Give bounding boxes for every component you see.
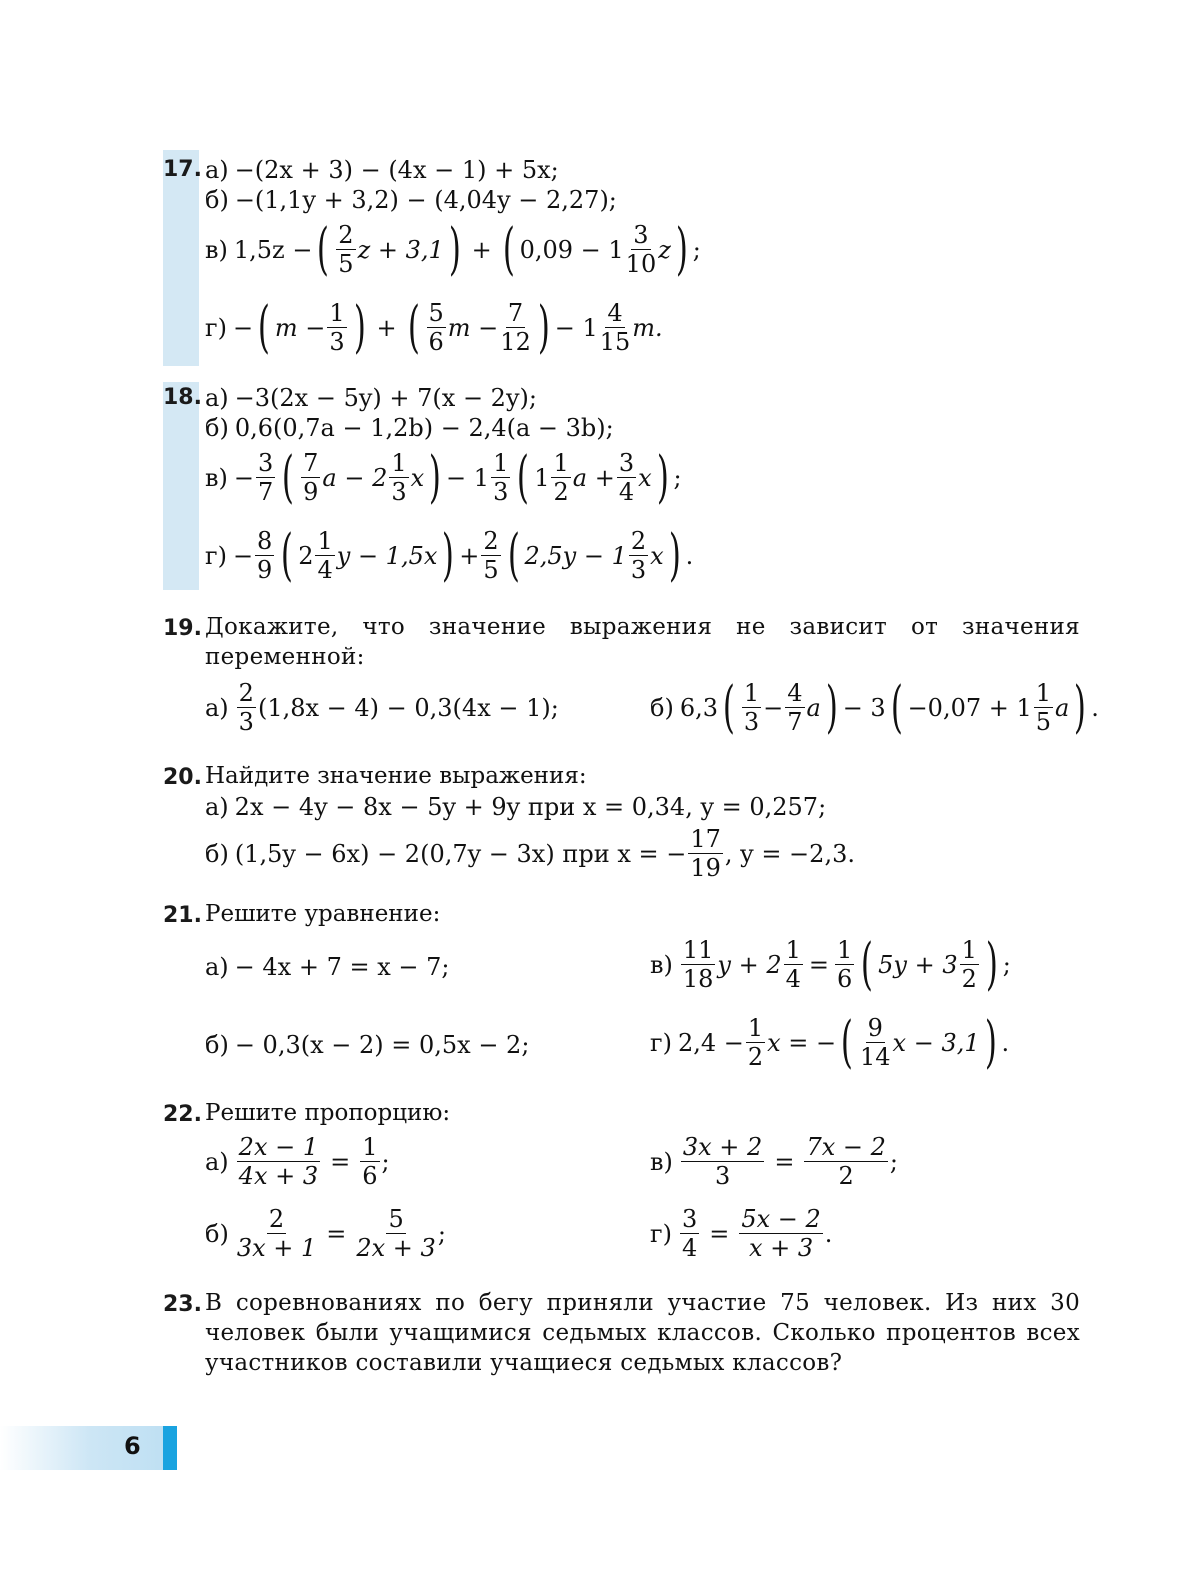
ex21-a-expr: − 4x + 7 = x − 7; bbox=[234, 953, 450, 981]
ex22-g: г) $\frac{3}{4}$ = $\frac{5x - 2}{x + 3}$ . bbox=[650, 1204, 833, 1262]
fraction: $\frac{2}{3x + 1}$ bbox=[236, 1204, 317, 1262]
bracket: ) bbox=[675, 216, 688, 282]
fraction: 1 3 bbox=[493, 448, 509, 506]
fraction: 1 3 bbox=[743, 678, 760, 736]
ex20-a-expr: 2x − 4y − 8x − 5y + 9y при x = 0,34, y = 0,257; bbox=[234, 793, 827, 821]
exercise-23-number: 23. bbox=[163, 1292, 202, 1317]
ex17-g-label: г) bbox=[205, 314, 227, 342]
ex17-b-label: б) bbox=[205, 186, 229, 214]
ex21-g: г) 2,4 − $\frac{1}{2}$ x = − ( 9 14 x − 3,1 ) . bbox=[650, 1009, 1010, 1075]
fraction: 2 5 bbox=[338, 220, 354, 278]
ex22-v: в) $\frac{3x + 2}{3}$ = $\frac{7x - 2}{2}$ ; bbox=[650, 1132, 898, 1190]
ex18-g: г) − $\frac{8}{9}$ ( 2 1 4 y − 1,5x ) + $\frac{2}{5}$ ( 2,5y − 1 2 3 x ) . bbox=[205, 522, 694, 588]
exercise-21-number: 21. bbox=[163, 903, 202, 928]
bracket: ) bbox=[984, 1009, 997, 1075]
fraction: $\frac{3}{7}$ bbox=[257, 448, 274, 506]
fraction: 5 6 bbox=[428, 298, 444, 356]
fraction: $\frac{7x - 2}{2}$ bbox=[806, 1132, 886, 1190]
fraction: 3 10 bbox=[625, 220, 657, 278]
exercise-19-number: 19. bbox=[163, 616, 202, 641]
fraction: 11 18 bbox=[682, 935, 714, 993]
fraction: $\frac{2x - 1}{4x + 3}$ bbox=[238, 1132, 319, 1190]
exercise-17-number: 17. bbox=[163, 157, 202, 182]
page-number: 6 bbox=[124, 1432, 141, 1460]
bracket: ( bbox=[282, 444, 295, 510]
bracket: ) bbox=[985, 931, 998, 997]
ex18-v: в) − $\frac{3}{7}$ ( 7 9 a − 2 1 3 x ) − 1 1 3 ( 1 1 2 a + $\frac{3}{4}$ x ) ; bbox=[205, 444, 682, 510]
fraction: 2 3 bbox=[238, 678, 254, 736]
bracket: ( bbox=[502, 216, 515, 282]
bracket: ) bbox=[442, 522, 455, 588]
ex17-v-mid2: 0,09 − 1 bbox=[519, 236, 624, 264]
fraction: $\frac{3x + 2}{3}$ bbox=[682, 1132, 763, 1190]
ex20-a: а) 2x − 4y − 8x − 5y + 9y при x = 0,34, y = 0,257; bbox=[205, 793, 827, 821]
ex18-a: а) −3(2x − 5y) + 7(x − 2y); bbox=[205, 384, 537, 412]
fraction: 7 9 bbox=[303, 448, 319, 506]
bracket: ( bbox=[407, 294, 420, 360]
fraction: 1 4 bbox=[317, 526, 333, 584]
bracket: ) bbox=[1074, 674, 1087, 740]
fraction: $\frac{5x - 2}{x + 3}$ bbox=[741, 1204, 821, 1262]
ex17-v-tail: z bbox=[658, 236, 671, 264]
fraction: $\frac{7}{12}$ bbox=[500, 298, 531, 356]
ex22-b: б) $\frac{2}{3x + 1}$ = $\frac{5}{2x + 3}$ ; bbox=[205, 1204, 446, 1262]
ex21-v: в) 11 18 y + 2 $\frac{1}{4}$ = $\frac{1}{6}$ ( 5y + 3 1 2 ) ; bbox=[650, 931, 1011, 997]
ex17-v-label: в) bbox=[205, 236, 228, 264]
ex19-a-expr: (1,8x − 4) − 0,3(4x − 1); bbox=[257, 694, 559, 722]
ex22-prompt: Решите пропорцию: bbox=[205, 1100, 451, 1126]
fraction: $\frac{1}{4}$ bbox=[785, 935, 801, 993]
exercise-17-highlight bbox=[163, 150, 199, 366]
bracket: ( bbox=[507, 522, 520, 588]
ex17-v-pre: 1,5z − bbox=[233, 236, 313, 264]
bracket: ( bbox=[281, 522, 294, 588]
ex17-b bbox=[205, 188, 617, 212]
bracket: ( bbox=[317, 216, 330, 282]
fraction: $\frac{5}{2x + 3}$ bbox=[356, 1204, 436, 1262]
fraction: $\frac{1}{6}$ bbox=[837, 935, 853, 993]
exercise-18-highlight bbox=[163, 382, 199, 590]
ex17-a-expr: −(2x + 3) − (4x − 1) + 5x; bbox=[234, 156, 559, 184]
ex18-b-expr: 0,6(0,7a − 1,2b) − 2,4(a − 3b); bbox=[234, 414, 614, 442]
bracket: ) bbox=[537, 294, 550, 360]
bracket: ( bbox=[841, 1009, 854, 1075]
ex21-prompt: Решите уравнение: bbox=[205, 901, 441, 927]
ex17-g: г) − ( m − $\frac{1}{3}$ ) + ( 5 6 m − $\frac{7}{12}$ ) − 1 4 15 m. bbox=[205, 294, 663, 360]
bracket: ) bbox=[656, 444, 669, 510]
bracket: ( bbox=[890, 674, 903, 740]
fraction: 4 15 bbox=[599, 298, 631, 356]
ex17-a-label: а) bbox=[205, 156, 229, 184]
ex22-a: а) $\frac{2x - 1}{4x + 3}$ = $\frac{1}{6}$ ; bbox=[205, 1132, 390, 1190]
exercise-22-number: 22. bbox=[163, 1102, 202, 1127]
ex18-b: б) 0,6(0,7a − 1,2b) − 2,4(a − 3b); bbox=[205, 414, 614, 442]
fraction: $\frac{3}{4}$ bbox=[681, 1204, 698, 1262]
bracket: ) bbox=[668, 522, 681, 588]
ex17-v: в) 1,5z − ( 2 5 z + 3,1 ) + ( 0,09 − 1 3 10 z ) ; bbox=[205, 216, 701, 282]
ex20-prompt: Найдите значение выражения: bbox=[205, 763, 587, 789]
bracket: ( bbox=[517, 444, 530, 510]
fraction: $\frac{8}{9}$ bbox=[257, 526, 273, 584]
ex17-v-mid1: z + 3,1 bbox=[357, 236, 444, 264]
bracket: ) bbox=[353, 294, 366, 360]
fraction: 2 3 bbox=[630, 526, 647, 584]
fraction: 9 14 bbox=[860, 1013, 891, 1071]
ex23-problem: В соревнованиях по бегу приняли участие 75 человек. Из них 30 человек были учащимися седьмых классов. Сколько процентов всех участников составили учащиеся седьмых классов? bbox=[205, 1290, 1080, 1376]
fraction: $\frac{1}{2}$ bbox=[747, 1013, 764, 1071]
exercise-20-number: 20. bbox=[163, 765, 202, 790]
ex19-a: а) 2 3 (1,8x − 4) − 0,3(4x − 1); bbox=[205, 678, 559, 736]
exercise-18-number: 18. bbox=[163, 385, 202, 410]
bracket: ( bbox=[257, 294, 270, 360]
ex17-a bbox=[205, 158, 559, 182]
ex20-b: б) (1,5y − 6x) − 2(0,7y − 3x) при x = − $\frac{17}{19}$ , y = −2,3. bbox=[205, 824, 855, 882]
ex17-b-expr: −(1,1y + 3,2) − (4,04y − 2,27); bbox=[234, 186, 617, 214]
bracket: ) bbox=[448, 216, 461, 282]
page-number-accent bbox=[163, 1426, 177, 1470]
fraction: $\frac{2}{5}$ bbox=[483, 526, 499, 584]
fraction: 1 5 bbox=[1035, 678, 1052, 736]
fraction: $\frac{1}{6}$ bbox=[362, 1132, 378, 1190]
ex18-a-expr: −3(2x − 5y) + 7(x − 2y); bbox=[234, 384, 537, 412]
plus-sign: + bbox=[471, 236, 492, 264]
ex17-g-mid1: m − bbox=[274, 314, 326, 342]
ex21-b-expr: − 0,3(x − 2) = 0,5x − 2; bbox=[234, 1031, 530, 1059]
bracket: ) bbox=[429, 444, 442, 510]
bracket: ( bbox=[722, 674, 735, 740]
bracket: ) bbox=[825, 674, 838, 740]
fraction: $\frac{1}{3}$ bbox=[329, 298, 345, 356]
ex20-b-expr: (1,5y − 6x) − 2(0,7y − 3x) при x = − bbox=[234, 840, 687, 868]
fraction: 1 2 bbox=[961, 935, 977, 993]
ex19-prompt: Докажите, что значение выражения не зависит от значения переменной: bbox=[205, 614, 1080, 670]
bracket: ( bbox=[861, 931, 874, 997]
ex19-b: б) 6,3 ( 1 3 − $\frac{4}{7}$ a ) − 3 ( −0,07 + 1 1 5 a ) . bbox=[650, 674, 1099, 740]
fraction: 1 3 bbox=[391, 448, 407, 506]
fraction: $\frac{3}{4}$ bbox=[618, 448, 635, 506]
ex21-b: б) − 0,3(x − 2) = 0,5x − 2; bbox=[205, 1031, 530, 1059]
ex21-a: а) − 4x + 7 = x − 7; bbox=[205, 953, 450, 981]
fraction: $\frac{17}{19}$ bbox=[690, 824, 721, 882]
fraction: $\frac{4}{7}$ bbox=[787, 678, 803, 736]
fraction: 1 2 bbox=[553, 448, 569, 506]
